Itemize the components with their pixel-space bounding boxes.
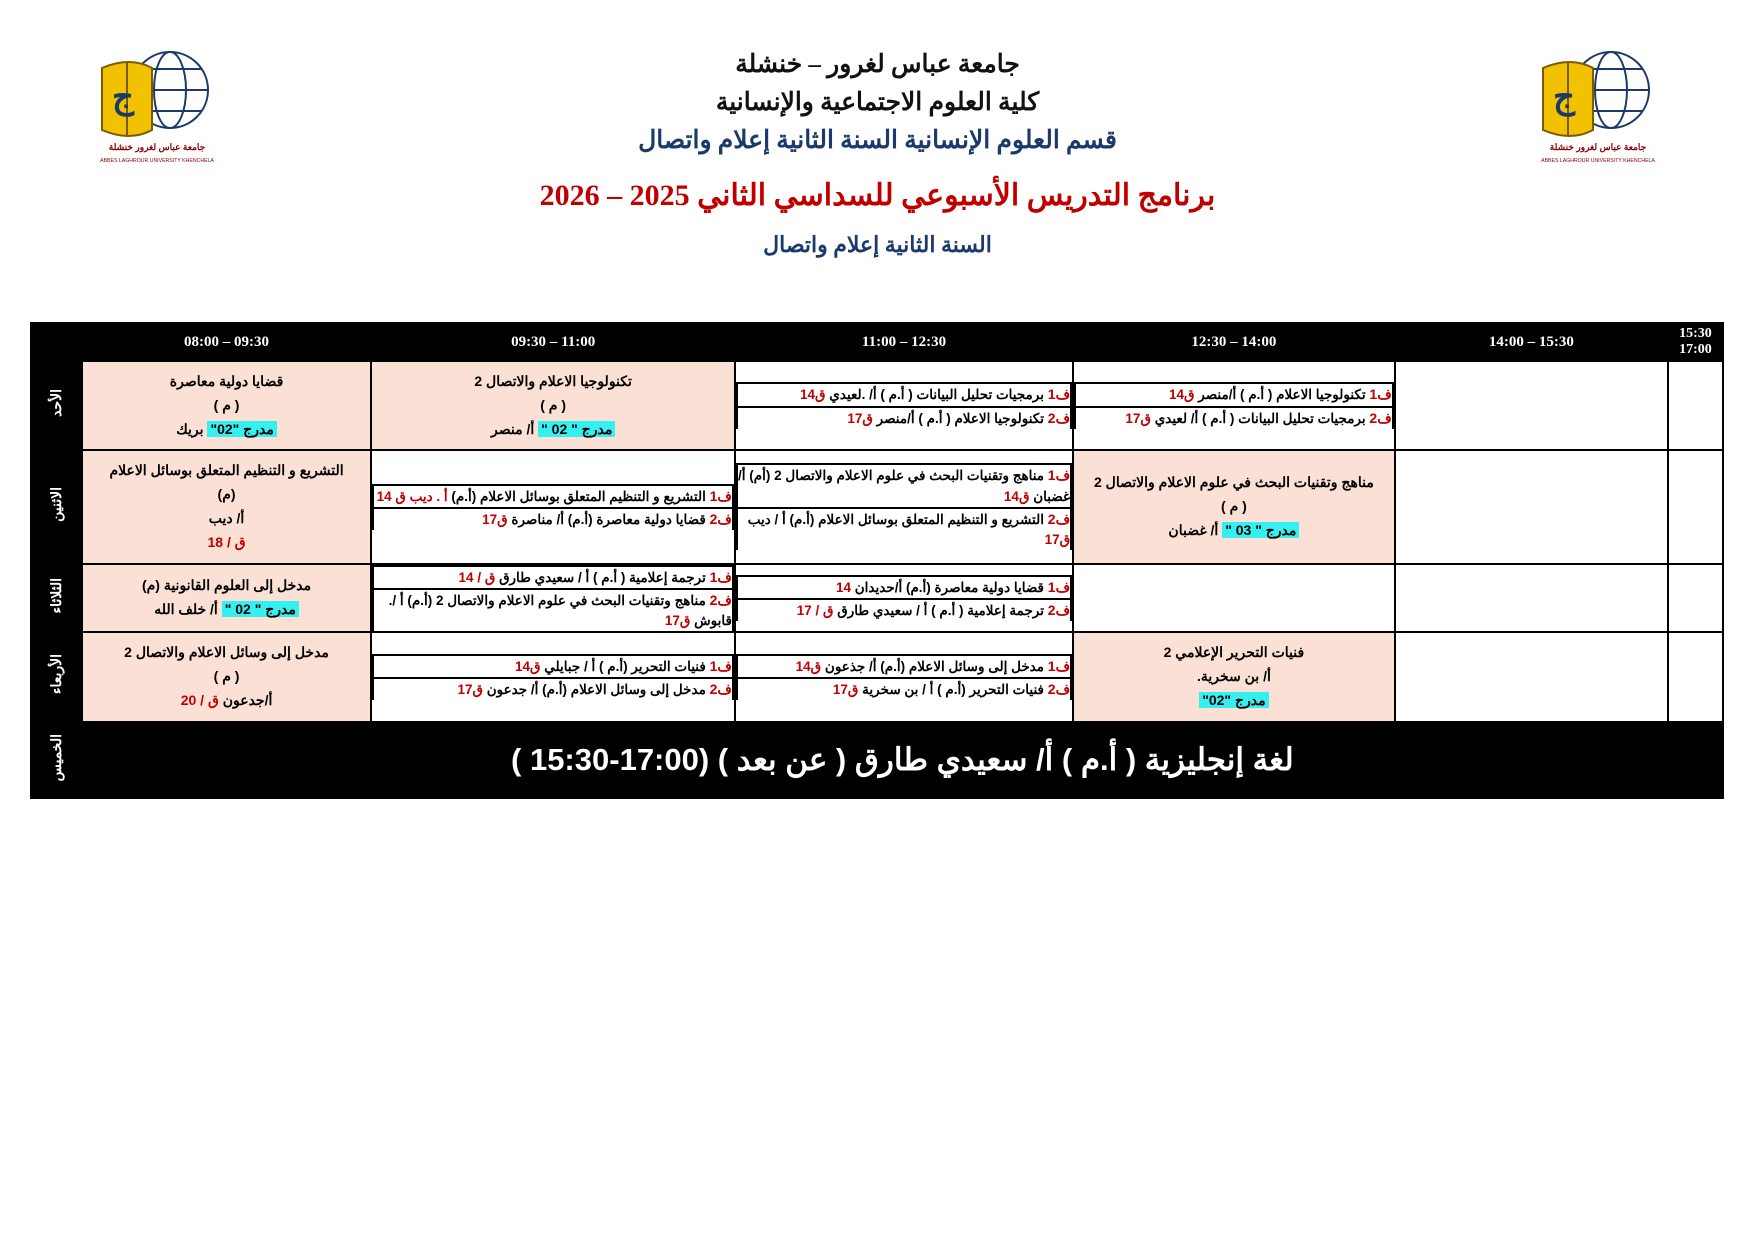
- course-type: (م): [217, 486, 236, 503]
- session-text: تكنولوجيا الاعلام ( أ.م ) أ/منصر: [1198, 387, 1366, 403]
- time-header-line2: 17:00: [1679, 342, 1712, 357]
- cell-monday-1700-1530: [1668, 450, 1723, 563]
- session-monday-1100-g2: [373, 508, 733, 530]
- svg-text:جامعة عباس لغرور خنشلة: جامعة عباس لغرور خنشلة: [1549, 142, 1647, 152]
- course-name: مناهج وتقنيات البحث في علوم الاعلام والاتصال 2: [1093, 474, 1374, 491]
- session-text: مدخل إلى وسائل الاعلام (أ.م) أ/ جذعون: [824, 658, 1044, 674]
- session-text: ترجمة إعلامية ( أ.م ) أ / سعيدي طارق: [837, 602, 1044, 618]
- course-name: مدخل إلى العلوم القانونية (م): [141, 577, 312, 594]
- session-wednesday-1230-g2: [737, 678, 1071, 700]
- schedule-table-wrapper: [30, 322, 1724, 799]
- course-name: تكنولوجيا الاعلام والاتصال 2: [474, 373, 632, 389]
- session-text: مدخل إلى وسائل الاعلام (أ.م) أ/ جدعون: [486, 682, 706, 698]
- group-label: ف2: [1047, 510, 1071, 527]
- day-label-tuesday: [31, 564, 82, 633]
- teacher-name: أ . ديب: [409, 488, 448, 504]
- cell-sunday-1230-1100: [735, 361, 1073, 450]
- svg-text:ج: ج: [112, 79, 134, 116]
- cell-wednesday-1100-0930: [371, 632, 735, 721]
- day-name: الثلاثاء: [48, 577, 65, 614]
- document-header: [0, 46, 1755, 261]
- table-row-wednesday: [31, 632, 1723, 721]
- group-label: ف2: [709, 510, 732, 527]
- teacher-name: أ/جدعون: [222, 691, 273, 708]
- session-monday-1230-g1: [737, 464, 1071, 508]
- session-text: برمجيات تحليل البيانات ( أ.م ) أ/ لعيدي: [1154, 410, 1366, 426]
- group-label: ف1: [1047, 578, 1071, 595]
- group-label: ف1: [709, 568, 732, 585]
- room-label: ق / 20: [180, 691, 219, 708]
- svg-text:جامعة عباس لغرور خنشلة: جامعة عباس لغرور خنشلة: [108, 142, 206, 152]
- room-highlight: مدرج " 02 ": [538, 421, 615, 437]
- cell-wednesday-1530-1400: [1395, 632, 1668, 721]
- svg-text:ABBES LAGHROUR UNIVERSITY KHEN: ABBES LAGHROUR UNIVERSITY KHENCHELA: [100, 158, 214, 164]
- faculty-name: كلية العلوم الاجتماعية والإنسانية: [715, 89, 1040, 116]
- cell-monday-1530-1400: [1395, 450, 1668, 563]
- teacher-and-room: [382, 418, 724, 442]
- cell-sunday-1400-1230: [1073, 361, 1395, 450]
- room-label: ق17: [664, 613, 691, 629]
- group-label: ف2: [1369, 409, 1392, 426]
- session-wednesday-1230-g1: [737, 655, 1071, 678]
- room-highlight: مدرج "02": [1199, 692, 1268, 708]
- time-header-1230-1100: 12:30 – 11:00: [735, 323, 1073, 361]
- room-label: ق / 17: [796, 602, 834, 618]
- time-header-1530-1400: 15:30 – 14:00: [1395, 323, 1668, 361]
- teacher-name: بريك: [176, 420, 204, 437]
- day-name: الخميس: [48, 733, 65, 781]
- room-label: ق14: [800, 387, 826, 403]
- group-label: ف1: [709, 657, 732, 674]
- course-name: قضايا دولية معاصرة: [169, 373, 284, 389]
- session-tuesday-1100-g1: [373, 566, 733, 589]
- cell-wednesday-1230-1100: [735, 632, 1073, 721]
- table-row-monday: [31, 450, 1723, 563]
- day-label-thursday: [31, 722, 82, 798]
- table-header-row: [31, 323, 1723, 361]
- session-tuesday-1230-g2: [737, 599, 1071, 621]
- table-row-tuesday: [31, 564, 1723, 633]
- cell-tuesday-0930-0800: [82, 564, 372, 633]
- session-text: مناهج وتقنيات البحث في علوم الاعلام والاتصال 2 (أم) أ/ غضبان: [738, 468, 1071, 504]
- course-name: فنيات التحرير الإعلامي 2: [1163, 644, 1305, 661]
- group-label: ف2: [1047, 681, 1071, 698]
- session-text: تكنولوجيا الاعلام ( أ.م ) أ/منصر: [876, 410, 1044, 426]
- teacher-name: أ/ منصر: [490, 420, 535, 437]
- session-wednesday-1100-g2: [373, 678, 733, 700]
- cell-tuesday-1230-1100: [735, 564, 1073, 633]
- session-tuesday-1230-g1: [737, 576, 1071, 599]
- time-header-1700-1530: [1668, 323, 1723, 361]
- teacher-and-room: [93, 598, 361, 622]
- session-sunday-1400-g2: [1075, 407, 1393, 429]
- course-type: ( م ): [1221, 498, 1247, 515]
- svg-text:ج: ج: [1553, 79, 1575, 116]
- cell-monday-1100-0930: [371, 450, 735, 563]
- room-label: ق14: [514, 658, 541, 674]
- page-subtitle: السنة الثانية إعلام واتصال: [763, 231, 992, 257]
- course-name: مدخل إلى وسائل الاعلام والاتصال 2: [124, 644, 329, 661]
- session-text: التشريع و التنظيم المتعلق بوسائل الاعلام (أ.م) أ / ديب: [747, 511, 1044, 527]
- cell-monday-0930-0800: [82, 450, 372, 563]
- cell-wednesday-0930-0800: [82, 632, 372, 721]
- group-label: ف2: [1047, 409, 1071, 426]
- room-label: ق / 18: [207, 533, 246, 550]
- session-sunday-1230-g2: [737, 407, 1071, 429]
- teacher-name: أ/ بن سخرية.: [1196, 668, 1271, 685]
- session-wednesday-1100-g1: [373, 655, 733, 678]
- cell-tuesday-1400-1230: [1073, 564, 1395, 633]
- cell-sunday-1530-1400: [1395, 361, 1668, 450]
- session-text: فنيات التحرير (أ.م ) أ / بن سخرية: [862, 682, 1044, 698]
- room-label: ق14: [1169, 387, 1195, 403]
- teacher-and-room: [1084, 519, 1384, 543]
- session-text: مناهج وتقنيات البحث في علوم الاعلام والاتصال 2 (أ.م) أ /. قابوش: [388, 592, 732, 629]
- group-label: ف2: [709, 591, 732, 608]
- group-label: ف1: [1047, 467, 1071, 484]
- time-header-1100-0930: 11:00 – 09:30: [371, 323, 735, 361]
- session-tuesday-1100-g2: [373, 589, 733, 632]
- room-wrapper: [1084, 689, 1384, 713]
- cell-sunday-0930-0800: [82, 361, 372, 450]
- session-text: قضايا دولية معاصرة (أ.م) أ/حديدان: [854, 579, 1044, 595]
- thursday-session-text: لغة إنجليزية ( أ.م ) أ/ سعيدي طارق ( عن بعد ) (17:00-15:30 ): [511, 741, 1294, 777]
- cell-monday-1230-1100: [735, 450, 1073, 563]
- session-text: قضايا دولية معاصرة (أ.م) أ/ مناصرة: [511, 511, 706, 527]
- department-name: قسم العلوم الإنسانية السنة الثانية إعلام واتصال: [638, 127, 1117, 154]
- session-text: ترجمة إعلامية ( أ.م ) أ / سعيدي طارق: [499, 569, 706, 585]
- room-label: ق / 14: [458, 569, 496, 585]
- room-label: ق17: [1044, 532, 1071, 548]
- session-sunday-1230-g1: [737, 383, 1071, 406]
- room-highlight: مدرج " 03 ": [1222, 522, 1299, 538]
- table-row-sunday: [31, 361, 1723, 450]
- group-label: ف1: [1047, 657, 1071, 674]
- room-label: ق14: [1003, 488, 1030, 504]
- cell-tuesday-1530-1400: [1395, 564, 1668, 633]
- time-header-line1: 15:30: [1679, 325, 1712, 341]
- cell-sunday-1700-1530: [1668, 361, 1723, 450]
- room-label: 14: [835, 579, 851, 595]
- session-text: التشريع و التنظيم المتعلق بوسائل الاعلام (أ.م): [451, 488, 706, 504]
- day-header-corner: [31, 323, 82, 361]
- day-name: الأحد: [48, 389, 65, 418]
- table-row-thursday: [31, 722, 1723, 798]
- cell-thursday-english: [82, 722, 1723, 798]
- teacher-name: أ/ غضبان: [1168, 521, 1219, 538]
- teacher-and-room: [93, 418, 361, 442]
- group-label: ف1: [1369, 386, 1392, 403]
- room-label: ق17: [482, 511, 508, 527]
- day-name: الاثنين: [48, 487, 65, 522]
- session-monday-1100-g1: [373, 485, 733, 508]
- session-monday-1230-g2: [737, 508, 1071, 551]
- teacher-name: أ/ خلف الله: [154, 600, 218, 617]
- time-header-1400-1230: 14:00 – 12:30: [1073, 323, 1395, 361]
- room-highlight: مدرج "02": [207, 421, 276, 437]
- course-type: ( م ): [213, 668, 240, 685]
- room-label: ق17: [457, 682, 483, 698]
- university-name: جامعة عباس لغرور – خنشلة: [735, 51, 1020, 78]
- day-label-sunday: [31, 361, 82, 450]
- svg-text:ABBES LAGHROUR UNIVERSITY KHEN: ABBES LAGHROUR UNIVERSITY KHENCHELA: [1541, 158, 1655, 164]
- teacher-name: أ/ ديب: [208, 509, 245, 526]
- group-label: ف2: [1047, 601, 1071, 618]
- course-type: ( م ): [213, 396, 240, 413]
- cell-monday-1400-1230: [1073, 450, 1395, 563]
- room-highlight: مدرج " 02 ": [222, 601, 299, 617]
- course-name: التشريع و التنظيم المتعلق بوسائل الاعلام: [109, 462, 344, 479]
- teacher-and-room: [93, 689, 361, 713]
- page-title: برنامج التدريس الأسبوعي للسداسي الثاني 2025 – 2026: [539, 179, 1216, 212]
- day-label-monday: [31, 450, 82, 563]
- cell-sunday-1100-0930: [371, 361, 735, 450]
- room-label: ق 14: [376, 488, 406, 504]
- session-sunday-1400-g1: [1075, 383, 1393, 406]
- schedule-table: [30, 322, 1724, 799]
- day-label-wednesday: [31, 632, 82, 721]
- day-name: الأربعاء: [48, 654, 65, 695]
- cell-wednesday-1400-1230: [1073, 632, 1395, 721]
- session-text: فنيات التحرير (أ.م ) أ / جبايلي: [544, 658, 706, 674]
- group-label: ف2: [709, 681, 732, 698]
- cell-tuesday-1100-0930: [371, 564, 735, 633]
- room-label: ق17: [1125, 410, 1151, 426]
- course-type: ( م ): [540, 396, 567, 413]
- cell-wednesday-1700-1530: [1668, 632, 1723, 721]
- time-header-0930-0800: 09:30 – 08:00: [82, 323, 372, 361]
- group-label: ف1: [709, 487, 732, 504]
- session-text: برمجيات تحليل البيانات ( أ.م ) أ/ .لعيدي: [829, 387, 1044, 403]
- group-label: ف1: [1047, 386, 1071, 403]
- cell-tuesday-1700-1530: [1668, 564, 1723, 633]
- room-label: ق14: [795, 658, 822, 674]
- room-label: ق17: [847, 410, 873, 426]
- room-label: ق17: [832, 682, 859, 698]
